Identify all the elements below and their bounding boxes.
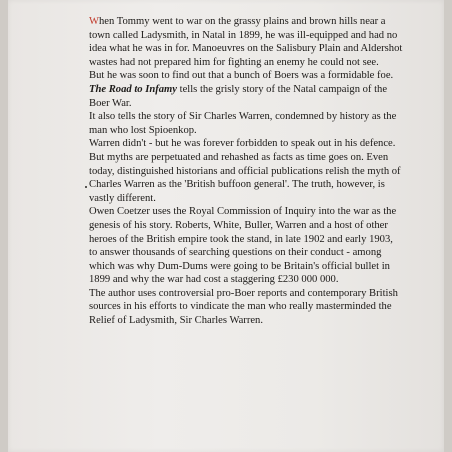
- paragraph-author-vindication: The author uses controversial pro-Boer reports and contemporary British sources in his efforts to vindicate the man who really masterminded the Relief of Ladysmith, Sir Charles Warren.: [89, 287, 398, 327]
- book-title: The Road to Infamy: [89, 83, 177, 95]
- stray-mark: [85, 186, 87, 188]
- book-summary-text: tells the grisly story of the Natal campaign of the Boer War.: [89, 83, 388, 109]
- paragraph-intro: [89, 15, 403, 69]
- paragraph-book-summary: [89, 83, 403, 110]
- paragraph-myths: Warren didn't - but he was forever forbidden to speak out in his defence. But myths are perpetuated and rehashed as facts as time goes on. Even today, distinguished historians and official publications relish the myth of Charles Warren as the 'British buffoon general'. The truth, however, is vastly different.: [89, 138, 401, 204]
- paragraph-warren-intro: It also tells the story of Sir Charles Warren, condemned by history as the man who lost Spioenkop.: [89, 111, 397, 136]
- paragraph-formidable-foe: But he was soon to find out that a bunch of Boers was a formidable foe.: [89, 70, 394, 82]
- drop-cap: W: [89, 16, 99, 27]
- blurb-text: [89, 15, 403, 328]
- paragraph-intro-text: hen Tommy went to war on the grassy plains and brown hills near a town called Ladysmith, in Natal in 1899, he was ill-equipped and had no idea what he was in for. Manoeuvres on the Salisbury Plain and Aldershot wastes had not prepared him for fighting an enemy he could not see.: [89, 16, 403, 68]
- back-cover: [8, 0, 444, 452]
- paragraph-royal-commission: Owen Coetzer uses the Royal Commission of Inquiry into the war as the genesis of his story. Roberts, White, Buller, Warren and a host of other heroes of the British empire took the stand, in late 1902 and early 1903, to answer thousands of searching questions on their conduct - among which was why Dum-Dums were going to be Britain's official bullet in 1899 and why the war had cost a staggering £230 000 000.: [89, 206, 397, 286]
